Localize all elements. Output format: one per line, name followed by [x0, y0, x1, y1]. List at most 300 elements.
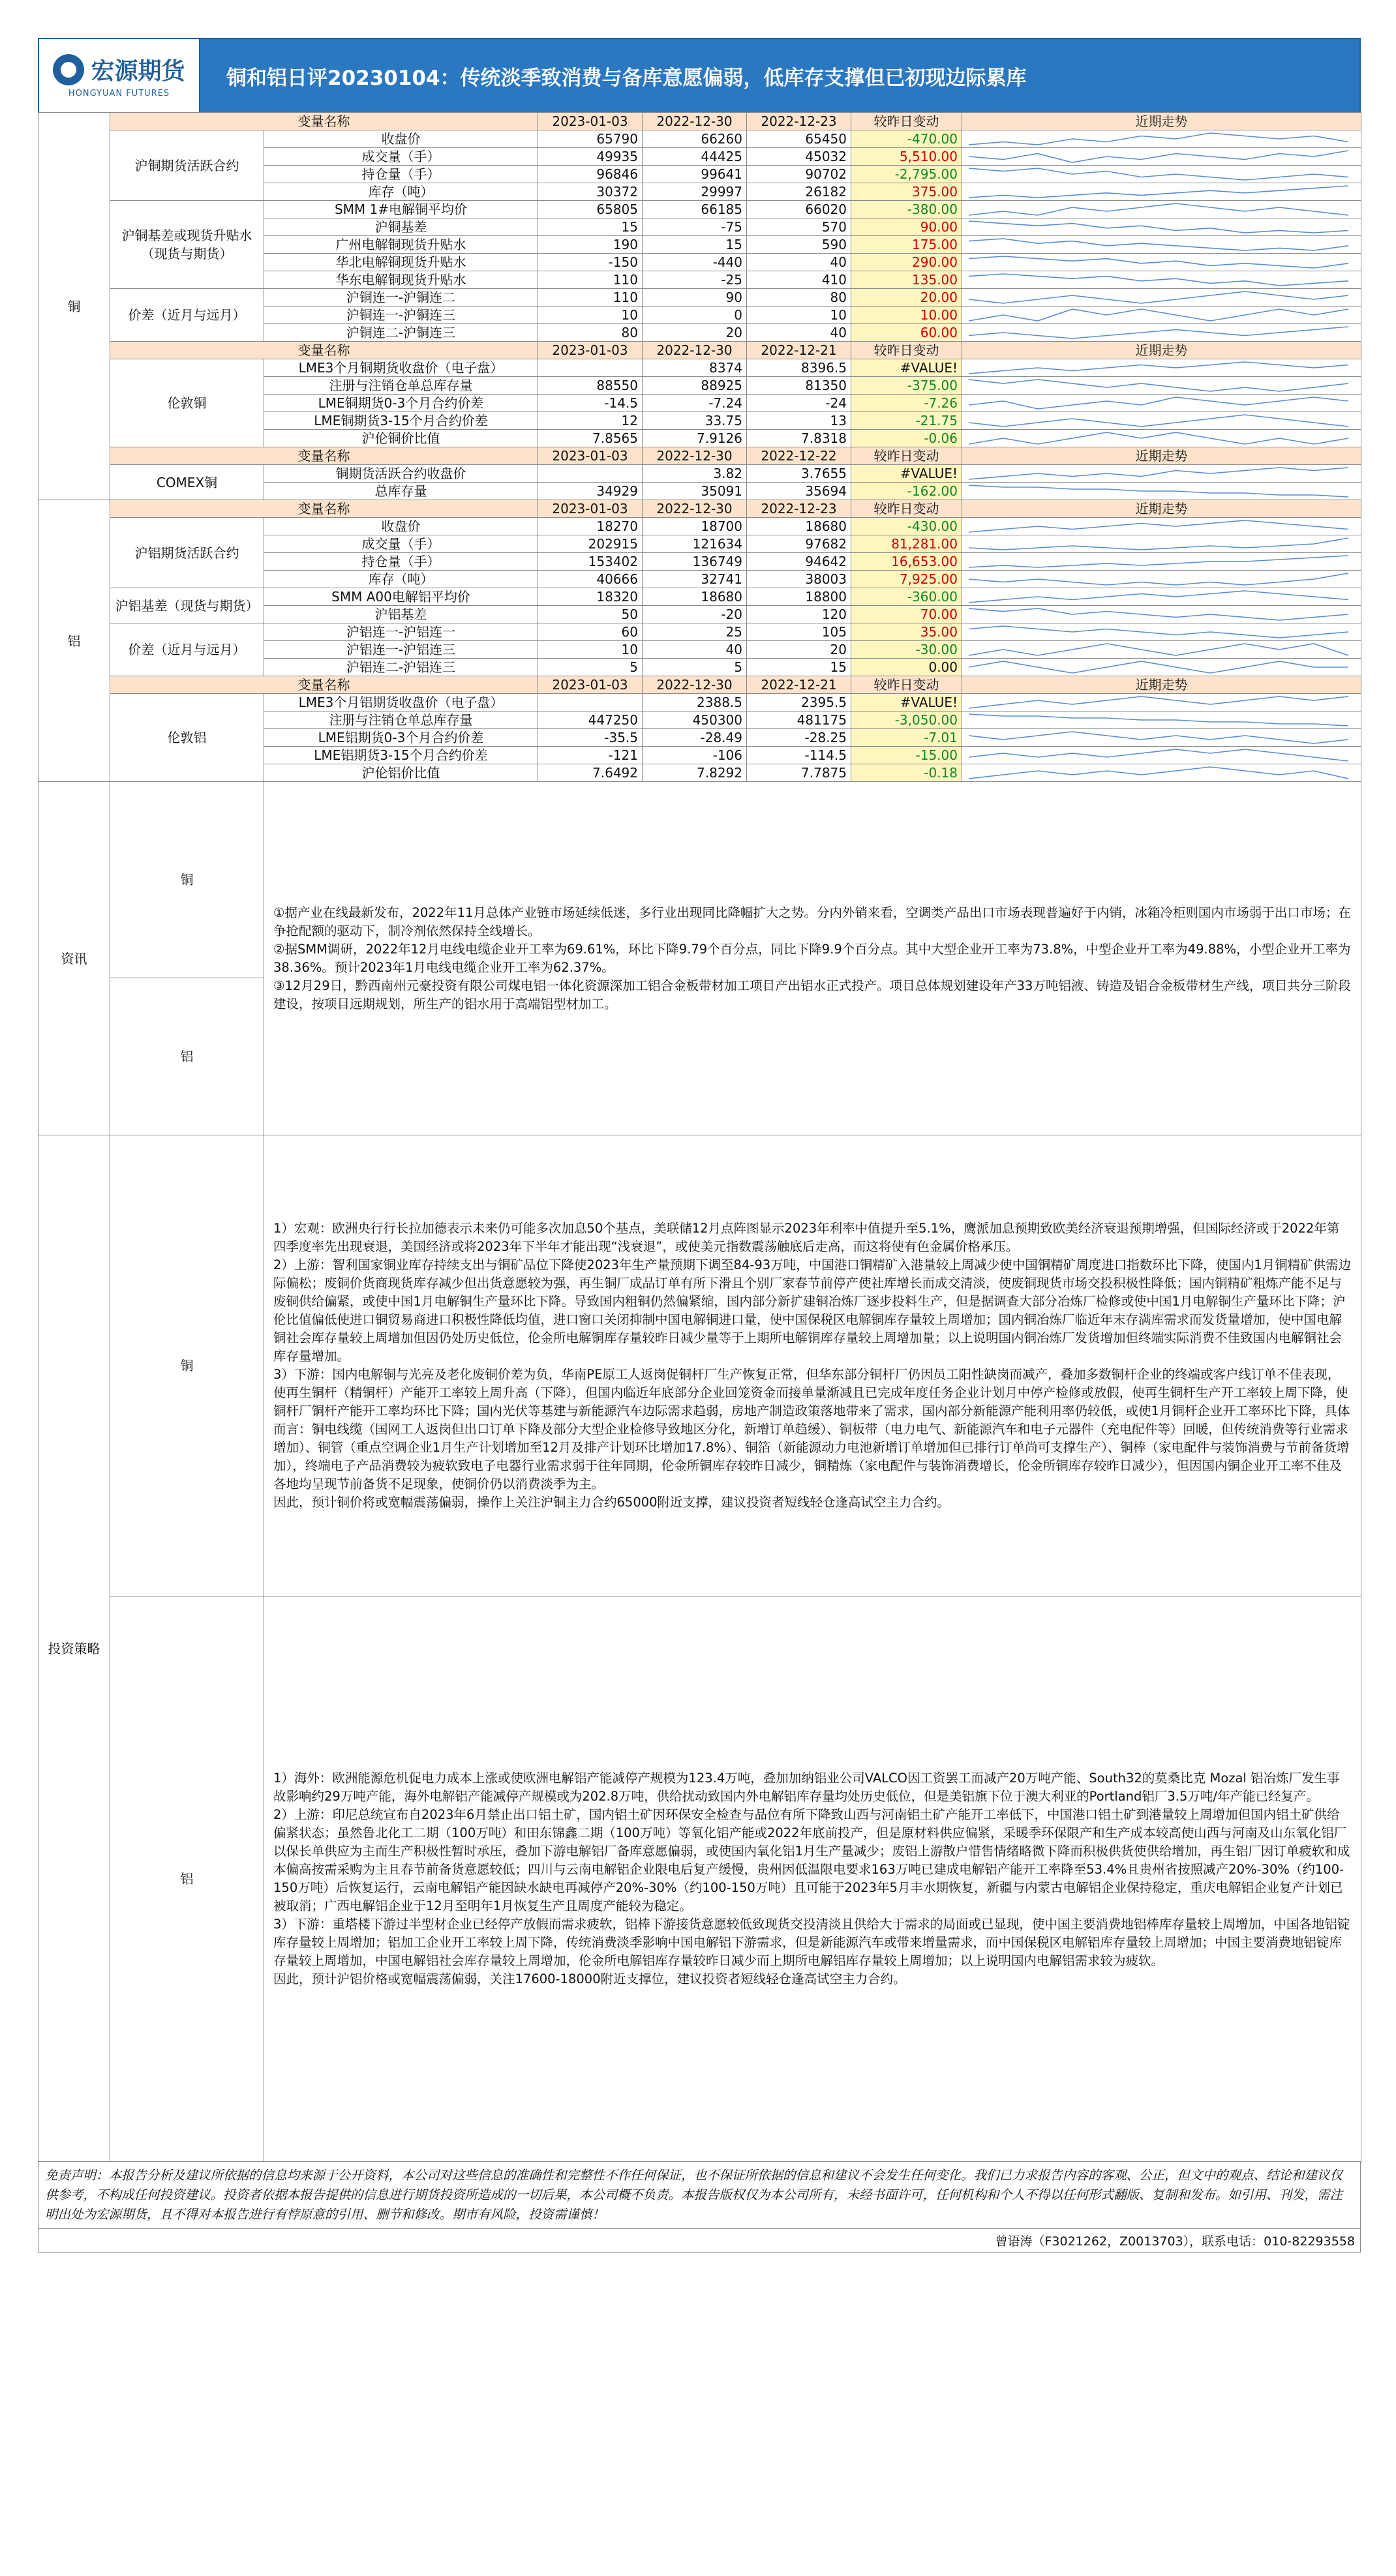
sparkline-chart [966, 219, 1351, 235]
strategy-row [38, 1135, 1361, 1596]
news-aluminum-label: 铝 [110, 978, 264, 1135]
sparkline-line [969, 644, 1348, 655]
value-v3: -24 [747, 395, 851, 412]
value-v2: -28.49 [643, 729, 747, 747]
sparkline-line [969, 767, 1348, 779]
sparkline-chart [966, 307, 1351, 323]
value-v3: 10 [747, 307, 851, 324]
sparkline-line [969, 468, 1348, 479]
value-v2: 20 [643, 324, 747, 342]
trend-cell [962, 412, 1361, 430]
daily-change: 175.00 [851, 236, 962, 254]
trend-cell [962, 395, 1361, 412]
value-v1: 40666 [538, 571, 643, 588]
value-v3: 80 [747, 289, 851, 307]
value-v3: 66020 [747, 201, 851, 218]
header-trend: 近期走势 [962, 113, 1361, 130]
daily-change: 0.00 [851, 659, 962, 676]
value-v3: 94642 [747, 553, 851, 571]
value-v2: -440 [643, 254, 747, 271]
trend-cell [962, 218, 1361, 236]
variable-name: 华东电解铜现货升贴水 [264, 271, 538, 289]
trend-cell [962, 535, 1361, 553]
daily-change: -15.00 [851, 747, 962, 764]
value-v2: -7.24 [643, 395, 747, 412]
header-d2: 2022-12-30 [643, 447, 747, 465]
value-v2: 66185 [643, 201, 747, 218]
sparkline-chart [966, 695, 1351, 710]
section-label-news: 资讯 [38, 782, 110, 1135]
variable-name: 持仓量（手） [264, 553, 538, 571]
daily-change: -162.00 [851, 483, 962, 500]
sparkline-chart [966, 607, 1351, 622]
value-v3: 90702 [747, 166, 851, 183]
value-v1: -35.5 [538, 729, 643, 747]
header-row [38, 113, 1361, 130]
variable-name: 铜期货活跃合约收盘价 [264, 465, 538, 483]
trend-cell [962, 659, 1361, 676]
daily-change: -430.00 [851, 518, 962, 535]
news-paragraph: ①据产业在线最新发布，2022年11月总体产业链市场延续低迷，多行业出现同比降幅扩大之势。分内外销来看，空调类产品出口市场表现普遍好于内销，冰箱冷柜则国内市场弱于出口市场；在争抢配额的驱动下，制冷剂依然保持全线增长。 [273, 905, 1351, 938]
sparkline-line [969, 151, 1348, 162]
daily-change: -380.00 [851, 201, 962, 218]
trend-cell [962, 430, 1361, 447]
value-v2: 18680 [643, 588, 747, 606]
daily-change: -360.00 [851, 588, 962, 606]
sparkline-line [969, 538, 1348, 550]
variable-name: 持仓量（手） [264, 166, 538, 183]
trend-cell [962, 483, 1361, 500]
value-v1: 34929 [538, 483, 643, 500]
sparkline-line [969, 696, 1348, 708]
variable-name: LME铜期货3-15个月合约价差 [264, 412, 538, 430]
sparkline-line [969, 397, 1348, 409]
daily-change: -21.75 [851, 412, 962, 430]
sparkline-chart [966, 360, 1351, 376]
value-v3: 38003 [747, 571, 851, 588]
header-d1: 2023-01-03 [538, 676, 643, 694]
strategy-aluminum-content [264, 1596, 1361, 2162]
daily-change: #VALUE! [851, 465, 962, 483]
value-v3: 65450 [747, 130, 851, 148]
value-v2: 33.75 [643, 412, 747, 430]
trend-cell [962, 130, 1361, 148]
group-label: 价差（近月与远月） [110, 289, 264, 342]
value-v1: -14.5 [538, 395, 643, 412]
value-v3: 590 [747, 236, 851, 254]
news-row [38, 782, 1361, 978]
strategy-paragraph: 3）下游：重塔楼下游过半型材企业已经停产放假而需求疲软，铝棒下游接货意愿较低致现货交投清淡且供给大于需求的局面或已显现，使中国主要消费地铝棒库存量较上周增加，中国各地铝锭库存量较上周增加；铝加工企业开工率较上周下降，传统消费淡季影响中国电解铝下游需求，但是新能源汽车或带来增量需求，而中国保税区电解铝库存量较上周增加；中国主要消费地铝锭库存量较上周增加，中国电解铝社会库存量较上周增加，伦金所电解铝库存量较昨日减少而上期所电解铝库存量较上周增加；以上说明国内电解铝需求较为疲软。 [273, 1917, 1350, 1968]
header-d1: 2023-01-03 [538, 113, 643, 130]
value-v1: 80 [538, 324, 643, 342]
data-row [38, 588, 1361, 606]
sparkline-line [969, 415, 1348, 427]
variable-name: 总库存量 [264, 483, 538, 500]
header-chg: 较昨日变动 [851, 676, 962, 694]
trend-cell [962, 289, 1361, 307]
sparkline-chart [966, 765, 1351, 781]
value-v3: 35694 [747, 483, 851, 500]
value-v2: -75 [643, 218, 747, 236]
header-d1: 2023-01-03 [538, 500, 643, 518]
sparkline-chart [966, 272, 1351, 288]
variable-name: 沪铜连一-沪铜连三 [264, 307, 538, 324]
value-v1: -121 [538, 747, 643, 764]
variable-name: LME铜期货0-3个月合约价差 [264, 395, 538, 412]
value-v3: 3.7655 [747, 465, 851, 483]
logo-icon [53, 54, 84, 85]
variable-name: 沪铝连一-沪铝连一 [264, 623, 538, 641]
header-c1: 变量名称 [110, 113, 538, 130]
daily-change: -0.06 [851, 430, 962, 447]
value-v1: 88550 [538, 377, 643, 395]
data-row [38, 359, 1361, 377]
daily-change: -470.00 [851, 130, 962, 148]
value-v3: -114.5 [747, 747, 851, 764]
daily-change: -3,050.00 [851, 711, 962, 729]
sparkline-line [969, 256, 1348, 268]
section-label-strategy: 投资策略 [38, 1135, 110, 2162]
header-chg: 较昨日变动 [851, 447, 962, 465]
sparkline-chart [966, 413, 1351, 428]
data-row [38, 465, 1361, 483]
daily-change: 70.00 [851, 606, 962, 623]
data-row [38, 623, 1361, 641]
value-v2: 3.82 [643, 465, 747, 483]
header-d2: 2022-12-30 [643, 500, 747, 518]
value-v1: 190 [538, 236, 643, 254]
group-label: 沪铝期货活跃合约 [110, 518, 264, 588]
variable-name: LME铝期货3-15个月合约价差 [264, 747, 538, 764]
header-d3: 2022-12-21 [747, 676, 851, 694]
sparkline-chart [966, 395, 1351, 411]
variable-name: 成交量（手） [264, 535, 538, 553]
news-copper-label: 铜 [110, 782, 264, 978]
value-v1: 96846 [538, 166, 643, 183]
analyst-contact: 曾语涛（F3021262，Z0013703），联系电话：010-82293558 [38, 2229, 1361, 2253]
value-v3: 45032 [747, 148, 851, 166]
header-d2: 2022-12-30 [643, 342, 747, 359]
header-d2: 2022-12-30 [643, 113, 747, 130]
trend-cell [962, 623, 1361, 641]
variable-name: 库存（吨） [264, 571, 538, 588]
sparkline-line [969, 749, 1348, 761]
value-v2: 7.8292 [643, 764, 747, 782]
sparkline-chart [966, 166, 1351, 182]
daily-change: 60.00 [851, 324, 962, 342]
value-v3: 7.7875 [747, 764, 851, 782]
strategy-copper-label: 铜 [110, 1135, 264, 1596]
value-v3: -28.25 [747, 729, 851, 747]
daily-change: 90.00 [851, 218, 962, 236]
header-c1: 变量名称 [110, 447, 538, 465]
value-v1: 60 [538, 623, 643, 641]
value-v1: 65805 [538, 201, 643, 218]
sparkline-chart [966, 571, 1351, 587]
header-d3: 2022-12-23 [747, 113, 851, 130]
variable-name: 沪铜基差 [264, 218, 538, 236]
sparkline-chart [966, 712, 1351, 728]
daily-change: 375.00 [851, 183, 962, 201]
daily-change: 20.00 [851, 289, 962, 307]
variable-name: 注册与注销仓单总库存量 [264, 377, 538, 395]
value-v2: -106 [643, 747, 747, 764]
value-v1 [538, 359, 643, 377]
sparkline-line [969, 556, 1348, 567]
strategy-paragraph: 因此，预计铜价将或宽幅震荡偏弱，操作上关注沪铜主力合约65000附近支撑，建议投资者短线轻仓逢高试空主力合约。 [273, 1495, 950, 1510]
variable-name: SMM 1#电解铜平均价 [264, 201, 538, 218]
value-v2: 32741 [643, 571, 747, 588]
sparkline-chart [966, 378, 1351, 393]
value-v2: 18700 [643, 518, 747, 535]
value-v2: 25 [643, 623, 747, 641]
trend-cell [962, 166, 1361, 183]
value-v3: 40 [747, 324, 851, 342]
data-row [38, 289, 1361, 307]
header-c1: 变量名称 [110, 342, 538, 359]
header-c1: 变量名称 [110, 500, 538, 518]
trend-cell [962, 183, 1361, 201]
group-label: 沪铜基差或现货升贴水（现货与期货） [110, 201, 264, 289]
market-data-table [38, 112, 1361, 2162]
trend-cell [962, 465, 1361, 483]
sparkline-chart [966, 624, 1351, 640]
variable-name: 华北电解铜现货升贴水 [264, 254, 538, 271]
trend-cell [962, 729, 1361, 747]
section-label-copper: 铜 [38, 113, 110, 500]
value-v1 [538, 465, 643, 483]
sparkline-line [969, 186, 1348, 198]
daily-change: 7,925.00 [851, 571, 962, 588]
value-v2: 90 [643, 289, 747, 307]
value-v3: 105 [747, 623, 851, 641]
sparkline-line [969, 274, 1348, 286]
sparkline-chart [966, 184, 1351, 200]
trend-cell [962, 148, 1361, 166]
trend-cell [962, 553, 1361, 571]
sparkline-line [969, 520, 1348, 532]
value-v1: 7.8565 [538, 430, 643, 447]
variable-name: 沪铝连二-沪铝连三 [264, 659, 538, 676]
strategy-paragraph: 1）海外：欧洲能源危机促电力成本上涨或使欧洲电解铝产能减停产规模为123.4万吨，叠加加纳铝业公司VALCO因工资罢工而减产20万吨产能、South32的莫桑比克 Mozal 铝冶炼厂发生事故影响约29万吨产能，海外电解铝产能减停产规模或为202.8万吨，供给扰动致国内外电解铝库存量均处历史低位，但是美铝旗下位于澳大利亚的Portland铝厂3.5万吨/年产能已经复产。 [273, 1771, 1340, 1804]
value-v1: 153402 [538, 553, 643, 571]
header-d1: 2023-01-03 [538, 342, 643, 359]
sparkline-line [969, 362, 1348, 374]
group-label: 价差（近月与远月） [110, 623, 264, 676]
trend-cell [962, 571, 1361, 588]
sparkline-line [969, 626, 1348, 638]
header-trend: 近期走势 [962, 500, 1361, 518]
sparkline-line [969, 133, 1348, 145]
sparkline-chart [966, 237, 1351, 252]
value-v2: 99641 [643, 166, 747, 183]
trend-cell [962, 711, 1361, 729]
sparkline-chart [966, 642, 1351, 657]
value-v3: 2395.5 [747, 694, 851, 711]
value-v2: 136749 [643, 553, 747, 571]
sparkline-line [969, 608, 1348, 620]
strategy-paragraph: 1）宏观：欧洲央行行长拉加德表示未来仍可能多次加息50个基点，美联储12月点阵图显示2023年利率中值提升至5.1%，鹰派加息预期致欧美经济衰退预期增强，但国际经济或于2022年第四季度率先出现衰退，美国经济或将2023年下半年才能出现“浅衰退”，或使美元指数震荡触底后走高，而这将使有色金属价格承压。 [273, 1221, 1340, 1254]
variable-name: 收盘价 [264, 518, 538, 535]
news-content [264, 782, 1361, 1135]
header-d1: 2023-01-03 [538, 447, 643, 465]
trend-cell [962, 641, 1361, 659]
daily-change: 81,281.00 [851, 535, 962, 553]
header-row [38, 500, 1361, 518]
news-paragraph: ③12月29日，黔西南州元豪投资有限公司煤电铝一体化资源深加工铝合金板带材加工项目产出铝水正式投产。项目总体规划建设年产33万吨铝液、铸造及铝合金板带材生产线，项目共分三阶段建设，按项目远期规划，所生产的铝水用于高端铝型材加工。 [273, 978, 1351, 1011]
value-v3: 13 [747, 412, 851, 430]
header-d3: 2022-12-22 [747, 447, 851, 465]
sparkline-chart [966, 747, 1351, 763]
value-v2: 0 [643, 307, 747, 324]
report-page [38, 38, 1361, 2253]
daily-change: 5,510.00 [851, 148, 962, 166]
daily-change: 290.00 [851, 254, 962, 271]
value-v3: 40 [747, 254, 851, 271]
strategy-row [38, 1596, 1361, 2162]
variable-name: 成交量（手） [264, 148, 538, 166]
sparkline-line [969, 573, 1348, 585]
logo-subtext: HONGYUAN FUTURES [68, 89, 170, 98]
sparkline-chart [966, 730, 1351, 745]
strategy-paragraph: 3）下游：国内电解铜与光亮及老化废铜价差为负，华南PE原工人返岗促铜杆厂生产恢复正常，但华东部分铜杆厂仍因员工阳性缺岗而减产，叠加多数铜杆企业的终端或客户线订单不佳表现，使再生铜杆（精铜杆）产能开工率较上周升高（下降），但国内临近年底部分企业回笼资金而接单量渐减且已完成年度任务企业计划月中停产检修或放假，使再生铜杆生产开工率较上周下降，使铜杆厂铜杆产能开工率均环比下降；国内光伏等基建与新能源汽车边际需求趋弱，房地产制造政策落地带来了需求，国内部分新能源产能利用率仍较低，或使1月铜杆企业开工率环比下降，具体而言：铜电线缆（国网工人返岗但出口订单下降及部分大型企业检修导致地区分化，新增订单趋缓）、铜板带（电力电气、新能源汽车和电子元器件（充电配件等）回暖，但传统消费等行业需求增加）、铜管（重点空调企业1月生产计划增加至12月及排产计划环比增加17.8%）、铜箔（新能源动力电池新增订单增加但已排行订单尚可支撑生产）、铜棒（家电配件与装饰消费与节前备货增加），终端电子产品消费较为疲软致电子电器行业需求弱于往年同期，伦金所铜库存较昨日减少，铜精炼（家电配件与装饰消费增长，伦金所铜库存较昨日减少），但因国内铜企业开工率不佳及各地均呈现节前备货不足现象，使铜价仍以消费淡季为主。 [273, 1367, 1350, 1491]
trend-cell [962, 324, 1361, 342]
sparkline-line [969, 168, 1348, 180]
strategy-paragraph: 因此，预计沪铝价格或宽幅震荡偏弱，关注17600-18000附近支撑位，建议投资者短线轻仓逢高试空主力合约。 [273, 1971, 906, 1986]
daily-change: 135.00 [851, 271, 962, 289]
data-row [38, 518, 1361, 535]
sparkline-chart [966, 466, 1351, 481]
value-v1: 7.6492 [538, 764, 643, 782]
value-v1: 202915 [538, 535, 643, 553]
header-chg: 较昨日变动 [851, 113, 962, 130]
group-label: 伦敦铜 [110, 359, 264, 447]
section-label-aluminum: 铝 [38, 500, 110, 782]
sparkline-line [969, 292, 1348, 303]
value-v2: 15 [643, 236, 747, 254]
value-v1: 50 [538, 606, 643, 623]
trend-cell [962, 606, 1361, 623]
variable-name: 收盘价 [264, 130, 538, 148]
sparkline-line [969, 432, 1348, 444]
value-v1 [538, 694, 643, 711]
value-v2: 66260 [643, 130, 747, 148]
sparkline-chart [966, 483, 1351, 499]
value-v2: -25 [643, 271, 747, 289]
data-row [38, 130, 1361, 148]
variable-name: 沪铝基差 [264, 606, 538, 623]
trend-cell [962, 254, 1361, 271]
value-v3: 481175 [747, 711, 851, 729]
strategy-paragraph: 2）上游：印尼总统宣布自2023年6月禁止出口铝土矿，国内铝土矿因环保安全检查与品位有所下降致山西与河南铝土矿产能开工率低下，中国港口铝土矿到港量较上周增加但国内铝土矿供给偏紧状态；虽然鲁北化工二期（100万吨）和田东锦鑫二期（100万吨）等氧化铝产能或2022年底前投产，但是原材料供应偏紧，采暖季环保限产和生产成本较高使山西与河南及山东氧化铝厂以保长单供应为主而生产积极性暂时承压，叠加下游电解铝厂备库意愿偏弱，或使国内氧化铝1月生产量减少；废铝上游散户惜售情绪略微下降而积极供货使供给增加，再生铝厂因订单疲软和成本偏高按需采购为主且春节前备货意愿较低；四川与云南电解铝企业限电后复产缓慢，贵州因低温限电要求163万吨已建成电解铝产能开工率降至53.4%且贵州省按照减产20%-30%（约100-150万吨）后恢复运行，云南电解铝产能因缺水缺电再减停产20%-30%（约100-150万吨）且可能于2023年5月丰水期恢复，新疆与内蒙古电解铝企业保持稳定，重庆电解铝企业复产计划已被取消；广西电解铝企业于12月至明年1月恢复生产且周度产能较为稳定。 [273, 1807, 1350, 1913]
header-chg: 较昨日变动 [851, 342, 962, 359]
value-v3: 570 [747, 218, 851, 236]
sparkline-chart [966, 659, 1351, 675]
group-label: 沪铝基差（现货与期货） [110, 588, 264, 623]
sparkline-chart [966, 202, 1351, 217]
header-c1: 变量名称 [110, 676, 538, 694]
header-chg: 较昨日变动 [851, 500, 962, 518]
value-v1: -150 [538, 254, 643, 271]
trend-cell [962, 271, 1361, 289]
value-v1: 65790 [538, 130, 643, 148]
group-label: 沪铜期货活跃合约 [110, 130, 264, 201]
sparkline-chart [966, 325, 1351, 340]
sparkline-chart [966, 536, 1351, 552]
trend-cell [962, 307, 1361, 324]
sparkline-chart [966, 149, 1351, 164]
variable-name: 沪铜连二-沪铜连三 [264, 324, 538, 342]
sparkline-line [969, 203, 1348, 215]
sparkline-chart [966, 554, 1351, 569]
value-v1: 12 [538, 412, 643, 430]
company-logo [39, 39, 200, 112]
value-v3: 18680 [747, 518, 851, 535]
group-label: 伦敦铝 [110, 694, 264, 782]
value-v2: 2388.5 [643, 694, 747, 711]
disclaimer: 免责声明：本报告分析及建议所依据的信息均来源于公开资料，本公司对这些信息的准确性和完整性不作任何保证，也不保证所依据的信息和建议不会发生任何变化。我们已力求报告内容的客观、公正，但文中的观点、结论和建议仅供参考，不构成任何投资建议。投资者依据本报告提供的信息进行期货投资所造成的一切后果，本公司概不负责。本报告版权仅为本公司所有，未经书面许可，任何机构和个人不得以任何形式翻版、复制和发布。如引用、刊发，需注明出处为宏源期货，且不得对本报告进行有悖原意的引用、删节和修改。期市有风险，投资需谨慎！ [38, 2162, 1361, 2229]
header-row [38, 676, 1361, 694]
logo-text: 宏源期货 [91, 58, 185, 85]
daily-change: -7.26 [851, 395, 962, 412]
trend-cell [962, 518, 1361, 535]
trend-cell [962, 694, 1361, 711]
value-v1: 18270 [538, 518, 643, 535]
daily-change: #VALUE! [851, 694, 962, 711]
value-v3: 18800 [747, 588, 851, 606]
group-label: COMEX铜 [110, 465, 264, 500]
value-v2: 7.9126 [643, 430, 747, 447]
sparkline-line [969, 485, 1348, 497]
value-v1: 10 [538, 307, 643, 324]
value-v3: 15 [747, 659, 851, 676]
value-v3: 97682 [747, 535, 851, 553]
trend-cell [962, 377, 1361, 395]
value-v3: 410 [747, 271, 851, 289]
strategy-aluminum-label: 铝 [110, 1596, 264, 2162]
variable-name: 广州电解铜现货升贴水 [264, 236, 538, 254]
daily-change: 35.00 [851, 623, 962, 641]
daily-change: -0.18 [851, 764, 962, 782]
daily-change: 16,653.00 [851, 553, 962, 571]
report-title: 铜和铝日评20230104：传统淡季致消费与备库意愿偏弱，低库存支撑但已初现边际累库 [200, 39, 1359, 112]
daily-change: -2,795.00 [851, 166, 962, 183]
value-v3: 7.8318 [747, 430, 851, 447]
trend-cell [962, 764, 1361, 782]
variable-name: LME3个月铝期货收盘价（电子盘） [264, 694, 538, 711]
sparkline-line [969, 714, 1348, 726]
strategy-copper-content [264, 1135, 1361, 1596]
strategy-paragraph: 2）上游：智利国家铜业库存持续支出与铜矿品位下降使2023年生产量预期下调至84-93万吨，中国港口铜精矿入港量较上周减少使中国铜精矿周度进口指数环比下降，使国内1月铜精矿供需边际偏松；废铜价货商现货库存减少但出货意愿较为强，再生铜厂成品订单有所下滑且个别厂家春节前停产使社库增长而成交清淡，使废铜现货市场交投积极性降低；国内铜精矿粗炼产能不足与废铜供给偏紧，或使中国1月电解铜生产量环比下降。导致国内粗铜仍然偏紧缩，国内部分新扩建铜冶炼厂逐步投料生产，但是据调查大部分冶炼厂检修或使中国1月电解铜生产量环比下降；沪伦比值偏低使进口铜贸易商进口积极性降低均值，进口窗口关闭抑制中国电解铜进口量，使中国保税区电解铜库存量较上周增加；国内铜冶炼厂临近年末存满库需求而发货量增加，使中国电解铜社会库存量较上周增加但因仍处历史低位，伦金所电解铜库存量较昨日减少量等于上期所电解铜库存量较上周增加量；以上说明国内铜冶炼厂发货增加但终端实际消费不佳致国内电解铜社会库存量增加。 [273, 1257, 1352, 1364]
daily-change: -30.00 [851, 641, 962, 659]
variable-name: LME铝期货0-3个月合约价差 [264, 729, 538, 747]
value-v2: 450300 [643, 711, 747, 729]
value-v1: 18320 [538, 588, 643, 606]
value-v3: 26182 [747, 183, 851, 201]
value-v2: 29997 [643, 183, 747, 201]
sparkline-line [969, 327, 1348, 338]
value-v1: 30372 [538, 183, 643, 201]
news-paragraph: ②据SMM调研，2022年12月电线电缆企业开工率为69.61%，环比下降9.79个百分点，同比下降9.9个百分点。其中大型企业开工率为73.8%，中型企业开工率为49.88%，小型企业开工率为38.36%。预计2023年1月电线电缆企业开工率为62.37%。 [273, 941, 1351, 975]
value-v2: 5 [643, 659, 747, 676]
header-d3: 2022-12-21 [747, 342, 851, 359]
sparkline-line [969, 309, 1348, 321]
sparkline-line [969, 661, 1348, 673]
value-v1: 447250 [538, 711, 643, 729]
value-v1: 5 [538, 659, 643, 676]
trend-cell [962, 359, 1361, 377]
header-row [38, 342, 1361, 359]
